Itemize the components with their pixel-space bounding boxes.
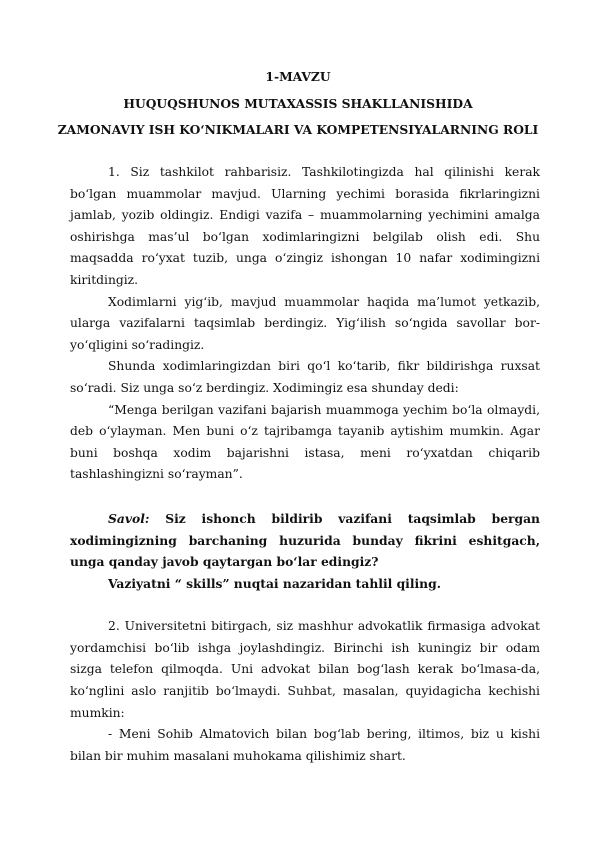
case2-paragraph-1: 2. Universitetni bitirgach, siz mashhur advokatlik firmasiga advokat yordamchisi bo‘lib ishga joylashdingiz. Birinchi ish kuningiz bir odam sizga telefon qilmoqda. Uni advokat bilan bog‘lash kerak bo‘lmasa-da, ko‘nglini aslo ranjitib bo‘lmaydi. Suhbat, masalan, quyidagicha kechishi mumkin: <box>70 619 540 720</box>
spacer <box>70 594 540 616</box>
case1-paragraph-1: 1. Siz tashkilot rahbarisiz. Tashkilotingizda hal qilinishi kerak bo‘lgan muammolar mavjud. Ularning yechimi borasida fikrlaringizni jamlab, yozib oldingiz. Endigi vazifa – muammolarning yechimini amalga oshirishga mas’ul bo‘lgan xodimlaringizni belgilab olish edi. Shu maqsadda ro‘yxat tuzib, unga o‘zingiz ishongan 10 nafar xodimingizni kiritdingiz. <box>70 165 540 287</box>
case2-dialogue-line: - Meni Sohib Almatovich bilan bog‘lab bering, iltimos, biz u kishi bilan bir muhim masalani muhokama qilishimiz shart. <box>70 727 540 763</box>
topic-number: 1-MAVZU <box>265 69 331 84</box>
case1-quote: “Menga berilgan vazifani bajarish muammoga yechim bo‘la olmaydi, deb o‘ylayman. Men buni o‘z tajribamga tayanib aytishim mumkin. Agar buni boshqa xodim bajarishni istasa, meni ro‘yxatdan chiqarib tashlashingizni so‘rayman”. <box>70 402 540 482</box>
title-line-2: ZAMONAVIY ISH KO‘NIKMALARI VA KOMPETENSIYALARNING ROLI <box>57 122 539 137</box>
case1-paragraph-3: Shunda xodimlaringizdan biri qo‘l ko‘tarib, fikr bildirishga ruxsat so‘radi. Siz unga so‘z berdingiz. Xodimingiz esa shunday dedi: <box>70 359 540 395</box>
spacer <box>70 486 540 508</box>
title-line-1: HUQUQSHUNOS MUTAXASSIS SHAKLLANISHIDA <box>123 96 473 111</box>
case1-paragraph-2: Xodimlarni yig‘ib, mavjud muammolar haqida ma’lumot yetkazib, ularga vazifalarni taqsimlab berdingiz. Yig‘ilish so‘ngida savollar bor-yo‘qligini so‘radingiz. <box>70 294 540 352</box>
case1-question <box>70 508 540 573</box>
question-text: Siz ishonch bildirib vazifani taqsimlab bergan xodimingizning barchaning huzurida bunday fikrini eshitgach, unga qanday javob qaytargan bo‘lar edingiz? <box>70 510 540 570</box>
document-body <box>70 162 540 767</box>
case1-task: Vaziyatni “ skills” nuqtai nazaridan tahlil qiling. <box>108 575 442 591</box>
question-label: Savol: <box>108 510 150 526</box>
